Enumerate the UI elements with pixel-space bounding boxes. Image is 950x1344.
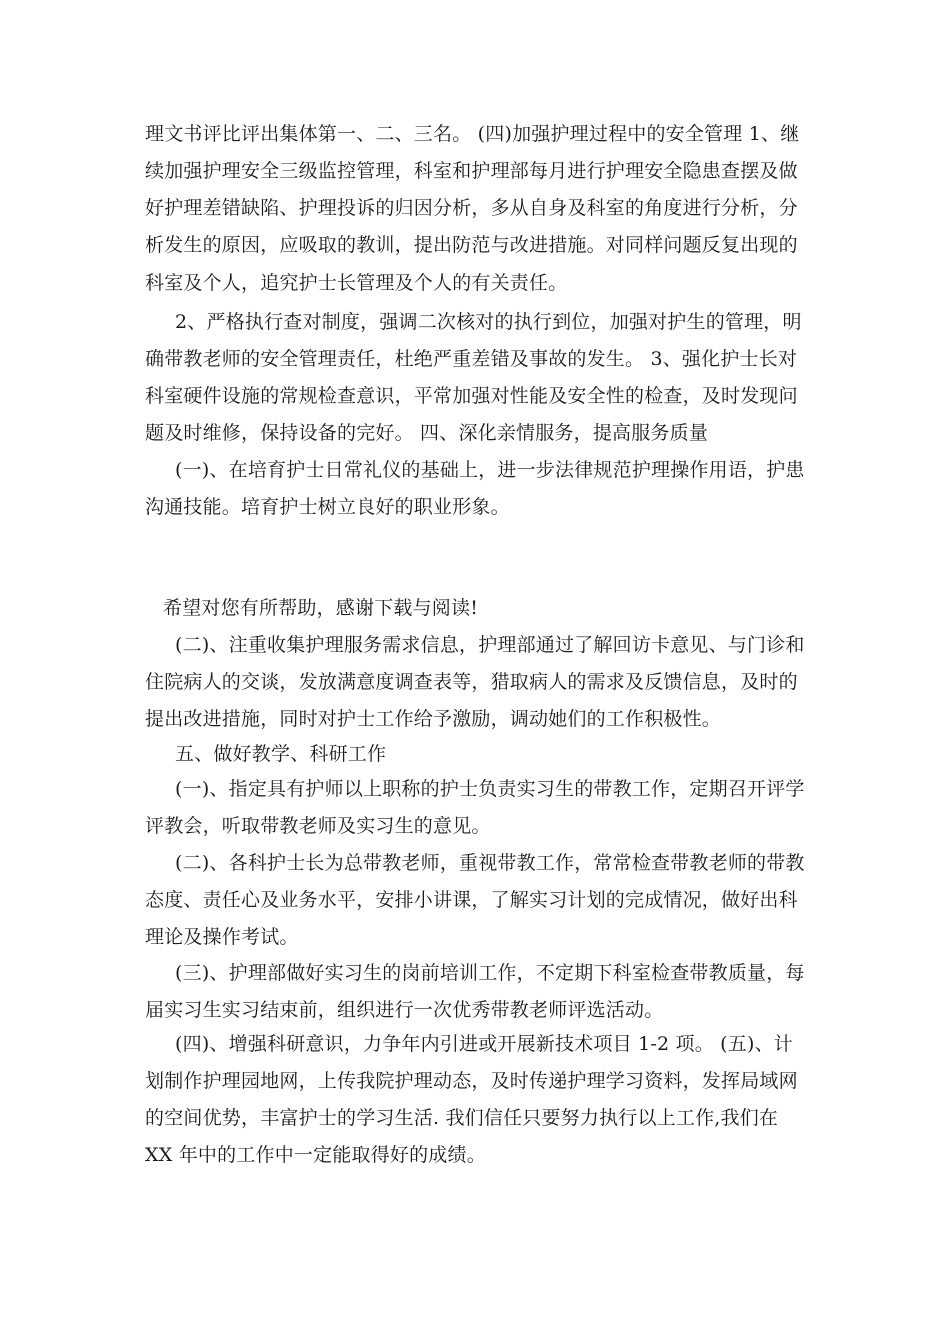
text-line: 理文书评比评出集体第一、二、三名。 (四)加强护理过程中的安全管理 1、继: [145, 123, 800, 145]
text-line: 析发生的原因，应吸取的教训，提出防范与改进措施。对同样问题反复出现的: [145, 234, 798, 256]
section-heading: 五、做好教学、科研工作: [175, 743, 387, 765]
text-line: 确带教老师的安全管理责任，杜绝严重差错及事故的发生。 3、强化护士长对: [145, 348, 798, 370]
text-line: 沟通技能。培育护士树立良好的职业形象。: [145, 496, 510, 518]
text-line: 2、严格执行查对制度，强调二次核对的执行到位，加强对护生的管理，明: [175, 311, 802, 333]
text-line: 好护理差错缺陷、护理投诉的归因分析，多从自身及科室的角度进行分析，分: [145, 197, 798, 219]
text-line: 态度、责任心及业务水平，安排小讲课，了解实习计划的完成情况，做好出科: [145, 889, 798, 911]
text-line: (一)、指定具有护师以上职称的护士负责实习生的带教工作，定期召开评学: [175, 778, 805, 800]
text-line: (二)、注重收集护理服务需求信息，护理部通过了解回访卡意见、与门诊和: [175, 634, 805, 656]
text-line: 提出改进措施，同时对护士工作给予激励，调动她们的工作积极性。: [145, 708, 722, 730]
text-line: 的空间优势，丰富护士的学习生活. 我们信任只要努力执行以上工作,我们在: [145, 1107, 779, 1129]
text-line: 题及时维修，保持设备的完好。 四、深化亲情服务，提高服务质量: [145, 422, 709, 444]
text-line: 住院病人的交谈，发放满意度调查表等，猎取病人的需求及反馈信息，及时的: [145, 671, 798, 693]
closing-note: 希望对您有所帮助，感谢下载与阅读!: [163, 597, 479, 619]
text-line: 续加强护理安全三级监控管理，科室和护理部每月进行护理安全隐患查摆及做: [145, 160, 798, 182]
text-line: (四)、增强科研意识，力争年内引进或开展新技术项目 1-2 项。 (五)、计: [175, 1033, 793, 1055]
text-line: 划制作护理园地网，上传我院护理动态，及时传递护理学习资料，发挥局域网: [145, 1070, 798, 1092]
text-line: (三)、护理部做好实习生的岗前培训工作，不定期下科室检查带教质量，每: [175, 962, 805, 984]
text-line: 评教会，听取带教老师及实习生的意见。: [145, 815, 491, 837]
text-line: 科室硬件设施的常规检查意识，平常加强对性能及安全性的检查，及时发现问: [145, 385, 798, 407]
text-line: 理论及操作考试。: [145, 926, 299, 948]
text-line: 科室及个人，追究护士长管理及个人的有关责任。: [145, 272, 568, 294]
text-line: 届实习生实习结束前，组织进行一次优秀带教老师评选活动。: [145, 999, 664, 1021]
text-line: XX 年中的工作中一定能取得好的成绩。: [145, 1144, 486, 1166]
text-line: (一)、在培育护士日常礼仪的基础上，进一步法律规范护理操作用语，护患: [175, 459, 805, 481]
text-line: (二)、各科护士长为总带教老师，重视带教工作，常常检查带教老师的带教: [175, 852, 805, 874]
